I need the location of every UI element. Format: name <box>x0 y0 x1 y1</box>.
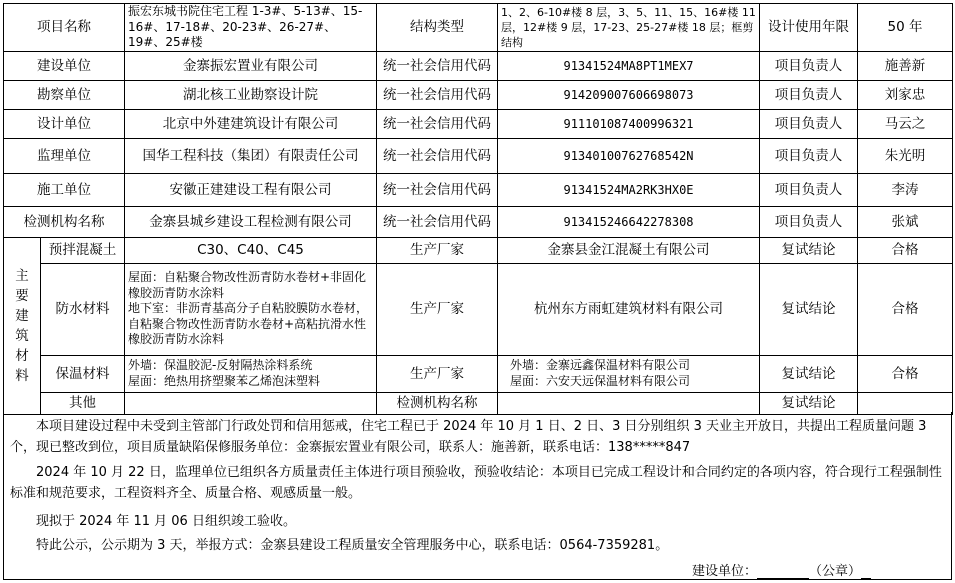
credit-code: 911101087400996321 <box>498 109 760 138</box>
project-name-label: 项目名称 <box>4 4 125 52</box>
retest-result <box>858 392 953 414</box>
unit-label: 建设单位 <box>4 51 125 80</box>
note-paragraph-3: 现拟于 2024 年 11 月 06 日组织竣工验收。 <box>36 514 296 529</box>
label-char: 筑 <box>15 327 29 344</box>
unit-name: 金寨振宏置业有限公司 <box>125 51 377 80</box>
credit-code-label: 统一社会信用代码 <box>377 173 498 206</box>
credit-code-label: 统一社会信用代码 <box>377 138 498 173</box>
table-row <box>4 355 953 392</box>
waterproof-label: 防水材料 <box>41 263 125 355</box>
responsible-person: 刘家忠 <box>858 80 953 109</box>
seal-label: （公章） <box>808 564 861 579</box>
project-info-table <box>3 3 953 415</box>
label-char: 建 <box>15 307 29 324</box>
retest-label: 复试结论 <box>760 263 858 355</box>
retest-result: 合格 <box>858 263 953 355</box>
table-row <box>4 51 953 80</box>
concrete-manufacturer: 金寨县金江混凝土有限公司 <box>498 237 760 263</box>
label-char: 料 <box>15 367 29 384</box>
responsible-label: 项目负责人 <box>760 109 858 138</box>
unit-label: 勘察单位 <box>4 80 125 109</box>
insulation-manufacturer <box>498 355 760 392</box>
unit-label: 施工单位 <box>4 173 125 206</box>
responsible-label: 项目负责人 <box>760 51 858 80</box>
table-row <box>4 173 953 206</box>
retest-result: 合格 <box>858 355 953 392</box>
responsible-person: 李涛 <box>858 173 953 206</box>
credit-code: 91341524MA2RK3HX0E <box>498 173 760 206</box>
label-char: 材 <box>15 347 29 364</box>
credit-code-label: 统一社会信用代码 <box>377 80 498 109</box>
retest-result: 合格 <box>858 237 953 263</box>
responsible-person: 朱光明 <box>858 138 953 173</box>
waterproof-spec-roof: 屋面：自粘聚合物改性沥青防水卷材+非固化橡胶沥青防水涂料 <box>128 270 367 300</box>
insulation-spec-roof: 屋面：绝热用挤塑聚苯乙烯泡沫塑料 <box>128 373 321 388</box>
unit-label: 监理单位 <box>4 138 125 173</box>
table-row <box>4 80 953 109</box>
unit-name: 国华工程科技（集团）有限责任公司 <box>125 138 377 173</box>
table-row <box>4 392 953 414</box>
unit-label: 检测机构名称 <box>4 206 125 237</box>
table-row <box>4 109 953 138</box>
retest-label: 复试结论 <box>760 392 858 414</box>
insulation-spec-wall: 外墙：保温胶泥-反射隔热涂料系统 <box>128 358 313 372</box>
table-row <box>4 263 953 355</box>
insulation-spec <box>125 355 377 392</box>
waterproof-spec-basement: 地下室：非沥青基高分子自粘胶膜防水卷材，自粘聚合物改性沥青防水卷材+高粘抗滑水性橡胶沥青防水涂料 <box>128 301 369 347</box>
credit-code-label: 统一社会信用代码 <box>377 51 498 80</box>
table-row <box>4 237 953 263</box>
signature-blank <box>861 563 871 579</box>
concrete-label: 预拌混凝土 <box>41 237 125 263</box>
insulation-label: 保温材料 <box>41 355 125 392</box>
responsible-person: 施善新 <box>858 51 953 80</box>
design-life-value: 50 年 <box>858 4 953 52</box>
note-paragraph-2: 2024 年 10 月 22 日，监理单位已组织各方质量责任主体进行项目预验收，预验收结论：本项目已完成工程设计和合同约定的各项内容，符合现行工程强制性标准和规范要求，工程资料齐全、质量合格、观感质量一般。 <box>10 465 942 501</box>
insulation-manufacturer-roof: 屋面：六安天远保温材料有限公司 <box>510 373 691 388</box>
table-row <box>4 206 953 237</box>
unit-name: 安徽正建建设工程有限公司 <box>125 173 377 206</box>
credit-code: 914209007606698073 <box>498 80 760 109</box>
label-char: 主 <box>15 267 29 284</box>
table-row <box>4 138 953 173</box>
project-name-value: 振宏东城书院住宅工程 1-3#、5-13#、15-16#、17-18#、20-23#、26-27#、19#、25#楼 <box>125 4 377 52</box>
notice-notes <box>3 412 952 580</box>
credit-code: 91341524MA8PT1MEX7 <box>498 51 760 80</box>
structure-type-value: 1、2、6-10#楼 8 层，3、5、11、15、16#楼 11 层，12#楼 9 层，17-23、25-27#楼 18 层；框剪结构 <box>498 4 760 52</box>
responsible-label: 项目负责人 <box>760 206 858 237</box>
label-char: 要 <box>15 287 29 304</box>
manufacturer-label: 生产厂家 <box>377 263 498 355</box>
inspection-agency-label: 检测机构名称 <box>377 392 498 414</box>
main-materials-label <box>4 237 41 414</box>
retest-label: 复试结论 <box>760 237 858 263</box>
waterproof-manufacturer: 杭州东方雨虹建筑材料有限公司 <box>498 263 760 355</box>
note-paragraph-1: 本项目建设过程中未受到主管部门行政处罚和信用惩戒，住宅工程已于 2024 年 10 月 1 日、2 日、3 日分别组织 3 天业主开放日，共提出工程质量问题 3 个，现已整改到位，项目质量缺陷保修服务单位：金寨振宏置业有限公司，联系人：施善新，联系电话：138*****847 <box>10 419 927 455</box>
retest-label: 复试结论 <box>760 355 858 392</box>
unit-name: 湖北核工业勘察设计院 <box>125 80 377 109</box>
waterproof-spec <box>125 263 377 355</box>
credit-code: 913415246642278308 <box>498 206 760 237</box>
note-paragraph-4: 特此公示，公示期为 3 天，举报方式：金寨县建设工程质量安全管理服务中心，联系电话：0564-7359281。 <box>36 538 669 553</box>
responsible-label: 项目负责人 <box>760 80 858 109</box>
manufacturer-label: 生产厂家 <box>377 237 498 263</box>
inspection-agency-value <box>498 392 760 414</box>
manufacturer-label: 生产厂家 <box>377 355 498 392</box>
responsible-label: 项目负责人 <box>760 138 858 173</box>
responsible-label: 项目负责人 <box>760 173 858 206</box>
credit-code: 91340100762768542N <box>498 138 760 173</box>
signature-blank <box>757 563 809 579</box>
unit-name: 北京中外建建筑设计有限公司 <box>125 109 377 138</box>
unit-label: 设计单位 <box>4 109 125 138</box>
credit-code-label: 统一社会信用代码 <box>377 109 498 138</box>
other-label: 其他 <box>41 392 125 414</box>
design-life-label: 设计使用年限 <box>760 4 858 52</box>
unit-name: 金寨县城乡建设工程检测有限公司 <box>125 206 377 237</box>
insulation-manufacturer-wall: 外墙：金寨远鑫保温材料有限公司 <box>510 358 691 372</box>
concrete-spec: C30、C40、C45 <box>125 237 377 263</box>
structure-type-label: 结构类型 <box>377 4 498 52</box>
responsible-person: 马云之 <box>858 109 953 138</box>
table-row <box>4 4 953 52</box>
responsible-person: 张斌 <box>858 206 953 237</box>
credit-code-label: 统一社会信用代码 <box>377 206 498 237</box>
signature-label: 建设单位： <box>691 564 757 579</box>
signature-line <box>692 560 871 579</box>
other-spec <box>125 392 377 414</box>
